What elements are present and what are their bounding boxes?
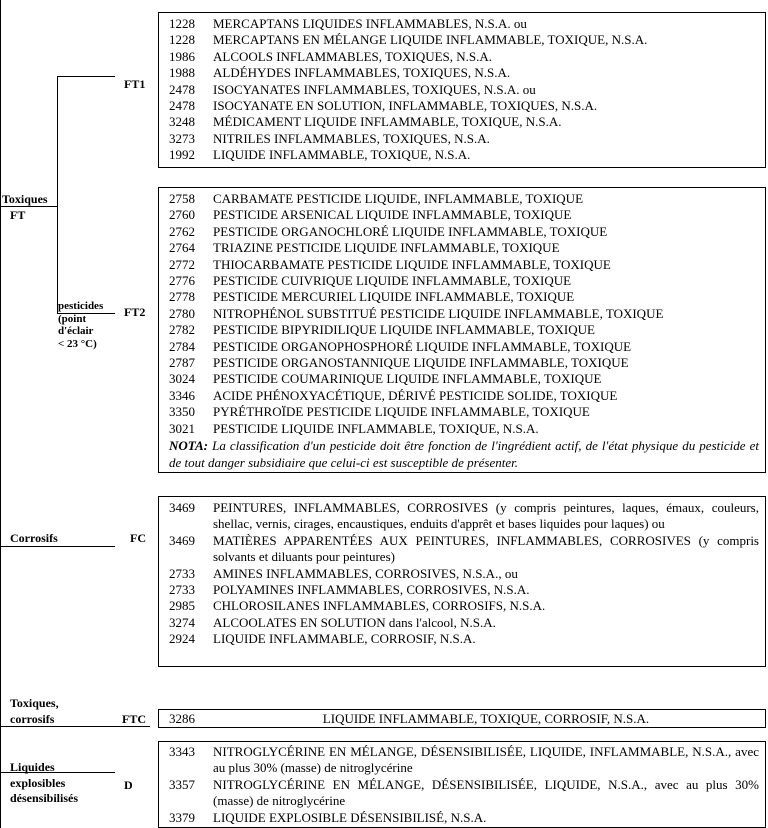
table-row xyxy=(159,421,765,437)
corrosifs-underline xyxy=(0,546,115,547)
entry-text: NITROGLYCÉRINE EN MÉLANGE, DÉSENSIBILISÉE, LIQUIDE, INFLAMMABLE, N.S.A., avec au plus 30% (masse) de nitroglycérine xyxy=(213,744,759,776)
table-row xyxy=(159,32,765,48)
entry-text: CHLOROSILANES INFLAMMABLES, CORROSIFS, N.S.A. xyxy=(213,598,546,614)
entry-text: PESTICIDE LIQUIDE INFLAMMABLE, TOXIQUE, N.S.A. xyxy=(213,420,539,436)
entry-text: PESTICIDE ARSENICAL LIQUIDE INFLAMMABLE, TOXIQUE xyxy=(213,207,572,223)
label-pesticides xyxy=(58,300,103,350)
table-row xyxy=(159,257,765,273)
note-label: NOTA: xyxy=(169,438,208,454)
table-row xyxy=(159,404,765,420)
entry-text: PESTICIDE CUIVRIQUE LIQUIDE INFLAMMABLE, TOXIQUE xyxy=(213,273,572,289)
label-pesticides-line: (point xyxy=(58,312,87,325)
label-liquides-explosibles-line: désensibilisés xyxy=(10,791,79,805)
table-row xyxy=(159,598,765,614)
label-toxiques-corrosifs xyxy=(10,696,59,726)
un-number: 3274 xyxy=(169,614,195,630)
entry-text: ISOCYANATES INFLAMMABLES, TOXIQUES, N.S.A. ou xyxy=(213,81,536,97)
un-number: 2780 xyxy=(169,305,195,321)
un-number: 2784 xyxy=(169,338,195,354)
table-row xyxy=(159,240,765,256)
table-row xyxy=(159,582,765,598)
un-number: 2985 xyxy=(169,598,195,614)
entry-text: ALCOOLATES EN SOLUTION dans l'alcool, N.S.A. xyxy=(213,614,496,630)
entry-text: ALCOOLS INFLAMMABLES, TOXIQUES, N.S.A. xyxy=(213,48,493,64)
entry-text: LIQUIDE INFLAMMABLE, TOXIQUE, CORROSIF, N.S.A. xyxy=(322,711,650,726)
un-number: 2787 xyxy=(169,355,195,371)
entry-text: ISOCYANATE EN SOLUTION, INFLAMMABLE, TOXIQUES, N.S.A. xyxy=(213,98,598,114)
entry-text: LIQUIDE INFLAMMABLE, CORROSIF, N.S.A. xyxy=(213,631,476,647)
label-pesticides-line: d'éclair xyxy=(58,325,94,337)
un-number: 2762 xyxy=(169,223,195,239)
entry-text: ALDÉHYDES INFLAMMABLES, TOXIQUES, N.S.A. xyxy=(213,65,511,81)
table-row xyxy=(159,566,765,582)
ftc-box xyxy=(158,709,766,728)
entry-text: PYRÉTHROÏDE PESTICIDE LIQUIDE INFLAMMABLE, TOXIQUE xyxy=(213,404,590,420)
un-number: 3469 xyxy=(169,500,195,515)
un-number: 2478 xyxy=(169,81,195,97)
label-corrosifs: Corrosifs xyxy=(10,531,58,545)
un-number: 2478 xyxy=(169,98,195,114)
label-pesticides-line: pesticides xyxy=(58,300,104,312)
un-number: 3021 xyxy=(169,420,195,436)
un-number: 2764 xyxy=(169,240,195,256)
entry-text: ACIDE PHÉNOXYACÉTIQUE, DÉRIVÉ PESTICIDE SOLIDE, TOXIQUE xyxy=(213,387,618,403)
label-toxiques: Toxiques xyxy=(2,192,48,206)
table-row xyxy=(159,49,765,65)
un-number: 1992 xyxy=(169,147,195,163)
main-vertical-line xyxy=(0,0,1,828)
ft2-box xyxy=(158,187,766,473)
label-liquides-explosibles xyxy=(10,760,78,805)
un-number: 2758 xyxy=(169,191,195,206)
table-row xyxy=(159,810,765,826)
un-number: 3346 xyxy=(169,387,195,403)
code-d: D xyxy=(124,778,133,792)
entry-text: POLYAMINES INFLAMMABLES, CORROSIVES, N.S.A. xyxy=(213,582,530,598)
table-row xyxy=(159,322,765,338)
un-number: 3273 xyxy=(169,130,195,146)
entry-text: MATIÈRES APPARENTÉES AUX PEINTURES, INFLAMMABLES, CORROSIVES (y compris solvants et diluants pour peintures) xyxy=(213,532,759,565)
table-row xyxy=(159,207,765,223)
entry-text: PESTICIDE ORGANOSTANNIQUE LIQUIDE INFLAMMABLE, TOXIQUE xyxy=(213,355,629,371)
un-number: 2733 xyxy=(169,582,195,598)
table-row xyxy=(159,615,765,631)
un-number: 3469 xyxy=(169,532,195,548)
fc-box xyxy=(158,496,766,667)
un-number: 3343 xyxy=(169,744,195,759)
entry-text: PESTICIDE COUMARINIQUE LIQUIDE INFLAMMABLE, TOXIQUE xyxy=(213,371,602,387)
entry-text: PEINTURES, INFLAMMABLES, CORROSIVES (y compris peintures, laques, émaux, couleurs, shellac, vernis, cirages, encaustiques, enduits d'apprêt et bases liquides pour laques) ou xyxy=(213,500,759,532)
entry-text: MÉDICAMENT LIQUIDE INFLAMMABLE, TOXIQUE, N.S.A. xyxy=(213,114,562,130)
table-row xyxy=(159,306,765,322)
entry-text: LIQUIDE EXPLOSIBLE DÉSENSIBILISÉ, N.S.A. xyxy=(213,809,487,825)
table-row xyxy=(159,744,765,777)
un-number: 3286 xyxy=(169,711,195,726)
table-row xyxy=(159,16,765,32)
fc-list xyxy=(159,500,765,648)
table-row xyxy=(159,131,765,147)
un-number: 1228 xyxy=(169,32,195,48)
un-number: 2778 xyxy=(169,289,195,305)
table-row xyxy=(159,147,765,163)
entry-text: NITROPHÉNOL SUBSTITUÉ PESTICIDE LIQUIDE INFLAMMABLE, TOXIQUE xyxy=(213,305,664,321)
entry-text: NITRILES INFLAMMABLES, TOXIQUES, N.S.A. xyxy=(213,130,490,146)
un-number: 3248 xyxy=(169,114,195,130)
toxiques-underline xyxy=(0,206,58,207)
ft1-list xyxy=(159,16,765,164)
entry-text: CARBAMATE PESTICIDE LIQUIDE, INFLAMMABLE, TOXIQUE xyxy=(213,191,584,206)
un-number: 2733 xyxy=(169,565,195,581)
table-row xyxy=(159,631,765,647)
entry-text: AMINES INFLAMMABLES, CORROSIVES, N.S.A., ou xyxy=(213,565,518,581)
table-row xyxy=(159,289,765,305)
d-list xyxy=(159,744,765,826)
ftc-row xyxy=(159,710,765,727)
un-number: 2776 xyxy=(169,273,195,289)
entry-text: MERCAPTANS EN MÉLANGE LIQUIDE INFLAMMABLE, TOXIQUE, N.S.A. xyxy=(213,32,648,48)
code-ft1: FT1 xyxy=(124,77,146,91)
ft-branch-vertical xyxy=(57,76,58,314)
entry-text: THIOCARBAMATE PESTICIDE LIQUIDE INFLAMMABLE, TOXIQUE xyxy=(213,256,611,272)
un-number: 1986 xyxy=(169,48,195,64)
entry-text: LIQUIDE INFLAMMABLE, TOXIQUE, N.S.A. xyxy=(213,147,471,163)
ft1-branch-line xyxy=(57,76,115,77)
un-number: 3379 xyxy=(169,809,195,825)
entry-text: NITROGLYCÉRINE EN MÉLANGE, DÉSENSIBILISÉE, LIQUIDE, N.S.A., avec au plus 30% (masse) de nitroglycérine xyxy=(213,776,759,809)
ft2-note xyxy=(159,437,765,471)
entry-text: TRIAZINE PESTICIDE LIQUIDE INFLAMMABLE, TOXIQUE xyxy=(213,240,560,256)
ft1-box xyxy=(158,12,766,168)
un-number: 1988 xyxy=(169,65,195,81)
table-row xyxy=(159,273,765,289)
entry-text: PESTICIDE ORGANOCHLORÉ LIQUIDE INFLAMMABLE, TOXIQUE xyxy=(213,223,608,239)
un-number: 2760 xyxy=(169,207,195,223)
un-number: 1228 xyxy=(169,16,195,31)
code-ftc: FTC xyxy=(122,712,146,726)
table-row xyxy=(159,339,765,355)
un-number: 3357 xyxy=(169,776,195,792)
table-row xyxy=(159,98,765,114)
table-row xyxy=(159,388,765,404)
entry-text: MERCAPTANS LIQUIDES INFLAMMABLES, N.S.A. ou xyxy=(213,16,527,31)
un-number: 2924 xyxy=(169,631,195,647)
un-number: 3024 xyxy=(169,371,195,387)
d-box xyxy=(158,741,766,828)
table-row xyxy=(159,355,765,371)
note-text: La classification d'un pesticide doit être fonction de l'ingrédient actif, de l'état physique du pesticide et de tout danger subsidiaire que celui-ci est susceptible de présenter. xyxy=(169,438,759,471)
table-row xyxy=(159,224,765,240)
un-number: 2782 xyxy=(169,322,195,338)
entry-text: PESTICIDE ORGANOPHOSPHORÉ LIQUIDE INFLAMMABLE, TOXIQUE xyxy=(213,338,632,354)
entry-text: PESTICIDE MERCURIEL LIQUIDE INFLAMMABLE, TOXIQUE xyxy=(213,289,575,305)
code-fc: FC xyxy=(130,531,146,545)
table-row xyxy=(159,191,765,207)
table-row xyxy=(159,371,765,387)
label-ft: FT xyxy=(10,208,26,222)
table-row xyxy=(159,65,765,81)
label-toxiques-corrosifs-line: corrosifs xyxy=(10,712,55,726)
label-pesticides-line: < 23 °C) xyxy=(58,337,97,350)
un-number: 3350 xyxy=(169,404,195,420)
table-row xyxy=(159,777,765,810)
label-liquides-explosibles-line: Liquides xyxy=(10,760,55,774)
table-row xyxy=(159,82,765,98)
ft2-list xyxy=(159,191,765,437)
un-number: 2772 xyxy=(169,256,195,272)
entry-text: PESTICIDE BIPYRIDILIQUE LIQUIDE INFLAMMABLE, TOXIQUE xyxy=(213,322,595,338)
code-ft2: FT2 xyxy=(124,305,146,319)
table-row xyxy=(159,533,765,566)
table-row xyxy=(159,114,765,130)
label-toxiques-corrosifs-line: Toxiques, xyxy=(10,696,59,710)
table-row xyxy=(159,500,765,533)
label-liquides-explosibles-line: explosibles xyxy=(10,776,66,790)
